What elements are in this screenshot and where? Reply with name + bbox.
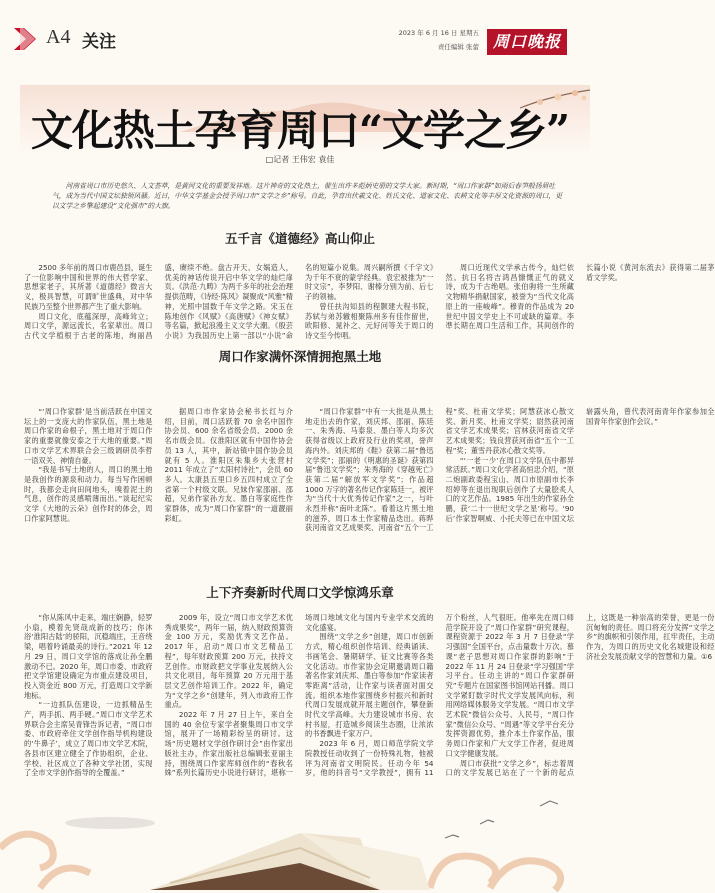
paragraph: 周口近现代文学承古传今，灿烂依然。抗日名将吉鸿昌慷慨正气的就义诗，成为千古绝唱。张伯驹将一生所藏文物精华捐献国家，被誉为“当代文化高原上的一座峻峰”。穆青的作品成为 20 世纪中国文学史上不可或缺的篇章。李凖长期在周口生活和工作，其间创作的长篇小说《黄河东流去》获得第二届茅盾文学奖。 xyxy=(445,263,715,331)
editor-credit: 责任编辑 张蕾 xyxy=(437,43,479,51)
article-title: 文化热土孕育周口“文学之乡” xyxy=(30,106,570,155)
book-and-clouds-illustration xyxy=(0,778,600,893)
paragraph: 曾任扶沟知县的程颢建大程书院，苏轼与弟苏辙相聚陈州多有佳作留世，欧阳修、晁补之、元好问等关于周口的诗文至今传唱。 xyxy=(305,301,434,340)
paragraph: 2500 多年前的周口市鹿邑县，诞生了一位影响中国和世界的伟大哲学家、思想家老子，其所著《道德经》微言大义，极具智慧，可谓旷世盛典，对中华民族乃至整个世界都产生了重大影响。 xyxy=(24,263,153,311)
section-heading: 五千言《道德经》高山仰止 xyxy=(224,231,375,246)
paragraph: 据周口市作家协会秘书长红与介绍，目前，周口活跃着 70 余名中国作协会员、600 余名省级会员、2000 余名市级会员。仅淮阳区就有中国作协会员 13 人，其中，新站镇中国作协会员就有 5 人。淮阳区朱集乡大张营村 2011 年成立了“太阳村诗社”，会员 60 多人。太康县五里口乡五四村成立了全省第一个村级文联。兄妹作家邵丽、邵超，兄弟作家孙方友、墨白等家庭性作家群体，成为“周口作家群”的一道靓丽彩虹。 xyxy=(164,407,293,523)
section-body xyxy=(24,407,715,537)
paragraph: 围绕“文学之乡”创建，周口市创新方式，精心组织创作培训、经典诵读、书画笔会、暑期研学、征文比赛等各类文化活动。市作家协会定期邀请周口籍著名作家刘庆邦、墨白等参加“作家读者零距离”活动，让作家与读者面对面交流。组织本地作家围绕乡村振兴和新时代周口发展成就开展主题创作，攀登新时代文学高峰。大力建设城市书房、农村书屋，打造城乡阅读生态圈，让浓浓的书香飘进千家万户。 xyxy=(305,632,434,739)
paragraph: 2022 年 7 月 27 日上午，来自全国的 40 余位专家学者聚集周口市文学馆，展开了一场精彩纷呈的研讨。这场“历史题材文学创作研讨会”由作家出版社主办，作家出版社总编辑张亚丽主持，围绕周口作家库师创作的“春秋名姝”系列长篇历史小说进行研讨，堪称一场周口地域文化与国内专业学术交流的文化盛宴。 xyxy=(164,613,434,778)
paragraph: 2023 年 6 月，周口师范学院文学院教授任动收到了一份特殊礼物，他被评为河南省文明院民。任动今年 54 岁，他的抖音号“文学教授”，拥有 11 万个粉丝，人气很旺。他率先在周口师范学院开设了“周口作家群”研究课程，课程资源于 2022 年 3 月 7 日登录“学习强国”全国平台，点击量数十万次。慕课“老子思想对周口作家群的影响”于 2022 年 11 月 24 日登录“学习强国”学习平台。任动主讲的“周口作家群研究”专题片在国家图书馆网站刊播。周口文学紧盯数字时代文学发展风向标，利用网络媒体服务文学发展。“周口市文学艺术院”微信公众号、人民号，“周口作家”微信公众号、“周遇”等文学平台充分发挥资源优势，推介本土作家作品，服务周口作家和广大文学工作者，促进周口文学健康发展。 xyxy=(305,613,574,778)
section-heading: 上下齐奏新时代周口文学惊鸿乐章 xyxy=(206,585,394,600)
section-heading: 周口作家满怀深情拥抱黑土地 xyxy=(218,349,382,364)
paragraph: 周口市获批“文学之乡”，标志着周口的文学发展已站在了一个新的起点上，这既是一种崇高的荣誉，更是一份沉甸甸的责任。周口将充分发挥“文学之乡”的旗帜和引领作用，扛牢责任，主动作为，为周口的历史文化名城建设和经济社会发展贡献文学的智慧和力量。①6 xyxy=(445,613,715,778)
paragraph: “周口作家群”中有一大批是从黑土地走出去的作家，刘庆邦、邵丽、陈廷一、朱秀海、马泰泉、墨白等人均多次获得省级以上政府及行业的奖项，誉声海内外。刘庆邦的《鞋》获第二届“鲁迅文学奖”；邵丽的《明惠的圣诞》获第四届“鲁迅文学奖”；朱秀海的《穿越死亡》获第二届“解放军文学奖”；作品超 1000 万字的著名传记作家陈廷一，被评为“当代十大优秀传记作家”之一，与叶永烈并称“南叶北陈”。看着这片黑土地的滋养，周口本土作家精品迭出。蒋晔获河南省文艺成果奖、河南省“五个一工程”奖、杜甫文学奖；阿慧获冰心散文奖、新月奖、杜甫文学奖；尉然获河南省文学艺术成果奖；宫林获河南省文学艺术成果奖；钱良营获河南省“五个一工程”奖；董雪丹获冰心散文奖等。 xyxy=(305,407,574,533)
lead-paragraph: 河南省周口市历史悠久、人文荟萃，是黄河文化的重要发祥地。这片神奇的文化热土，催生出许多彪炳史册的文学大家。新时期，“周口作家群”如雨后春笋般扬眉吐气，成为当代中国文坛独领风骚。近日，中华文学基金会授予周口市“文学之乡”称号。自此，孕育出伏羲文化、姓氏文化、道家文化、农耕文化等丰厚文化资源的周口，更以文学之乡擎起建设“文化强市”的大旗。 xyxy=(52,182,563,210)
paragraph: “‘周口作家群’是当前活跃在中国文坛上的一支庞大的作家队伍，黑土地是周口作家的命根子，黑土地对于周口作家的重要就像安泰之于大地的重要。”周口市文学艺术界联合会三级调研员李哲一语双关、神情自豪。 xyxy=(24,407,153,465)
section-name: 关注 xyxy=(82,32,116,52)
paragraph: “我是书写土地的人，周口的黑土地是我创作的源泉和动力。每当写作困顿时，我都会走向田间地头，嗅着泥土的气息，创作的灵感喷薄而出。”谈起纪实文学《大地的云朵》创作时的体会，周口作家阿慧说。 xyxy=(24,465,153,523)
paragraph: “‘一老一少’在周口文学队伍中都异常活跃。”周口文化学者高恒忠介绍，“原二炮副政委程宝山、周口市原副市长李绍婷等在退出现职后创作了大量脍炙人口的文艺作品。1985 年出生的作家孙全鹏，获‘二十一世纪文学之星’称号。‘90 后’作家智啊威、小托夫等已在中国文坛崭露头角，曾代表河南青年作家参加全国青年作家创作会议。” xyxy=(445,407,715,523)
byline: □记者 王伟宏 袁佳 xyxy=(265,155,335,164)
paragraph: 周口文化，底蕴深厚，高峰耸立；周口文学，源远流长，名家辈出。周口古代文学植根于古老的陈地，绚丽昌盛，赓续不绝。盘古开天、女娲造人，优美的神话传说开启中华文学的灿烂扉页。《洪范·九畴》为两千多年的社会治理提供范畴，《诗经·陈风》凝聚成“风雅”精神，光照中国数千年文学之路。宋玉在陈地创作《风赋》《高唐赋》《神女赋》等名篇，掀起浪漫主义文学大潮。《殷芸小说》为我国历史上第一部以“小说”命名的短篇小说集。周兴嗣所撰《千字文》为千年不衰的蒙学经典。袁宏被推为“一时文宗”，李梦阳、谢榛分别为前、后七子的领袖。 xyxy=(24,263,434,340)
section-chevron-icon xyxy=(14,28,38,50)
section-body xyxy=(24,263,715,349)
paragraph: 2009 年，设立“周口市文学艺术优秀成果奖”，两年一届，纳入财政预算资金 100 万元，奖励优秀文艺作品。2017 年，启动“周口市文艺精品工程”，每年财政预算 200 万元，扶持文艺创作。市财政把文学事业发展纳入公共文化项目，每年预算 20 万元用于基层文艺创作培训工作。2022 年，确定为“文学之乡”创建年，列入市政府工作重点。 xyxy=(164,613,293,710)
page-number: A4 xyxy=(46,26,71,48)
section-body xyxy=(24,613,715,785)
issue-date: 2023 年 6 月 16 日 星期五 xyxy=(398,29,479,37)
paragraph: “一边抓队伍建设，一边抓精品生产，两手抓、两手硬。”周口市文学艺术界联合会主席吴青锋告诉记者，“周口市委、市政府牵住文学创作指导机构建设的‘牛鼻子’，成立了周口市文学艺术院，各县市区建立健全了作协组织，企业、学校、社区成立了各种文学社团，实现了全市文学创作指导的全覆盖。” xyxy=(24,700,153,778)
newspaper-logo: 周口晚报 xyxy=(487,29,567,55)
paragraph: “你从陈风中走来，端庄娴静，轻罗小扇，模着先贤哉成新的技巧；你沐浴‘淮阳古陆’的骄阳，沉稳端庄，王音绕梁，唱着吟诵最美的诗行。”2021 年 12 月 29 日，周口文学馆的落成让孙全鹏激动不已。2020 年，周口市委、市政府把文学馆建设确定为市重点建设项目，投入资金近 800 万元，打造周口文学新地标。 xyxy=(24,613,153,700)
